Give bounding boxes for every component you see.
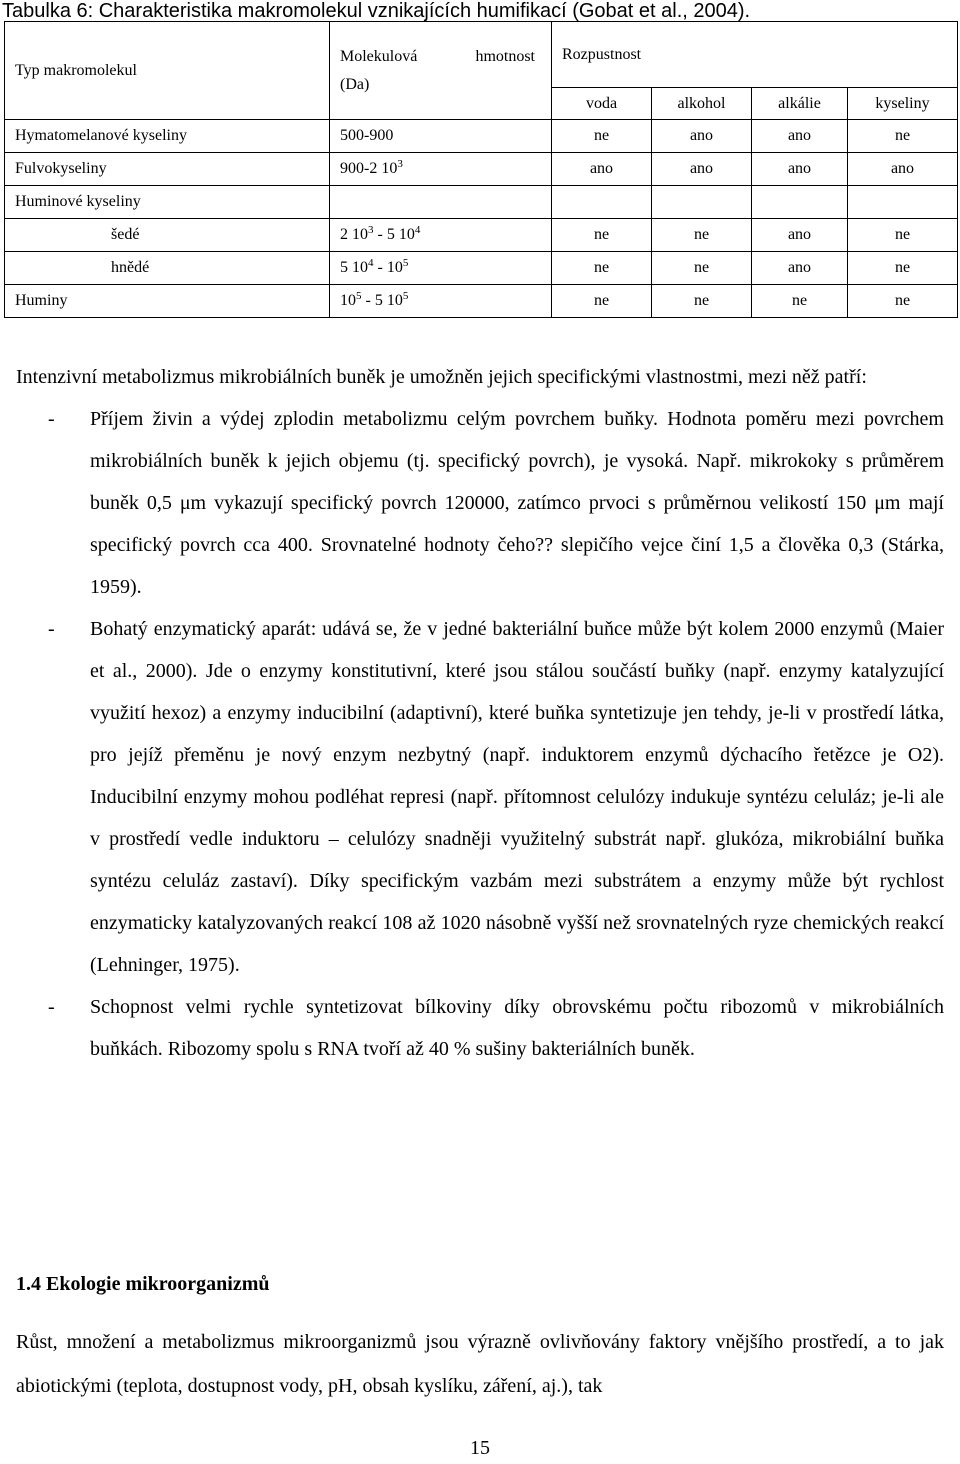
mw-exponent: 3 xyxy=(397,158,403,170)
header-alkohol: alkohol xyxy=(652,88,752,120)
list-item-text: Schopnost velmi rychle syntetizovat bílkoviny díky obrovskému počtu ribozomů v mikrobiálních buňkách. Ribozomy spolu s RNA tvoří až 40 % sušiny bakteriálních buněk. xyxy=(90,996,944,1060)
mw-part: - 5 10 xyxy=(373,226,415,243)
row-name: hnědé xyxy=(5,252,330,285)
cell-alkalie: ano xyxy=(752,153,848,186)
table-row xyxy=(5,252,958,285)
mw-part: - 10 xyxy=(373,259,403,276)
cell-kyseliny: ne xyxy=(848,252,958,285)
header-voda: voda xyxy=(552,88,652,120)
cell-kyseliny: ano xyxy=(848,153,958,186)
table-row xyxy=(5,186,958,219)
table-row xyxy=(5,120,958,153)
header-molecular-weight xyxy=(330,22,552,120)
cell-alkohol: ano xyxy=(652,120,752,153)
table-header-row xyxy=(5,22,958,88)
header-mw-unit: (Da) xyxy=(340,75,370,93)
mw-exponent: 5 xyxy=(402,257,409,269)
table-row xyxy=(5,219,958,252)
mw-exponent: 4 xyxy=(414,224,421,236)
mw-exponent: 4 xyxy=(368,257,374,269)
mw-exponent: 5 xyxy=(356,290,362,302)
list-dash: - xyxy=(48,996,55,1018)
table-caption: Tabulka 6: Charakteristika makromolekul vznikajících humifikací (Gobat et al., 2004). xyxy=(2,0,751,22)
cell-alkalie: ano xyxy=(752,252,848,285)
cell-kyseliny xyxy=(848,186,958,219)
header-type xyxy=(5,22,330,120)
mw-exponent: 5 xyxy=(402,290,409,302)
mw-base: 900-2 10 xyxy=(340,160,398,177)
cell-alkohol: ne xyxy=(652,285,752,318)
header-kyseliny: kyseliny xyxy=(848,88,958,120)
section-paragraph: Růst, množení a metabolizmus mikroorganizmů jsou výrazně ovlivňovány faktory vnějšího prostředí, a to jak abiotickými (teplota, dostupnost vody, pH, obsah kyslíku, záření, aj.), tak xyxy=(16,1331,944,1397)
cell-alkohol: ano xyxy=(652,153,752,186)
mw-part: 10 xyxy=(340,292,356,309)
row-name: Huminy xyxy=(5,285,330,318)
row-mw xyxy=(330,153,552,186)
cell-alkalie: ano xyxy=(752,219,848,252)
cell-alkalie: ano xyxy=(752,120,848,153)
header-mw-word2: hmotnost xyxy=(475,47,535,65)
header-alkalie: alkálie xyxy=(752,88,848,120)
cell-voda xyxy=(552,186,652,219)
mw-part: - 5 10 xyxy=(361,292,403,309)
row-mw xyxy=(330,186,552,219)
cell-voda: ne xyxy=(552,252,652,285)
page-number: 15 xyxy=(470,1437,490,1459)
list-item xyxy=(16,608,944,986)
row-name: Huminové kyseliny xyxy=(5,186,330,219)
row-mw xyxy=(330,219,552,252)
header-mw-word1: Molekulová xyxy=(340,47,418,65)
list-item-text: Příjem živin a výdej zplodin metabolizmu celým povrchem buňky. Hodnota poměru mezi povrchem mikrobiálních buněk k jejich objemu (tj. specifický povrch), je vysoká. Např. mikrokoky s průměrem buněk 0,5 μm vykazují specifický povrch 120000, zatímco prvoci s průměrnou velikostí 150 μm mají specifický povrch cca 400. Srovnatelné hodnoty čeho?? slepičího vejce činí 1,5 a člověka 0,3 (Stárka, 1959). xyxy=(90,408,944,598)
cell-kyseliny: ne xyxy=(848,285,958,318)
row-mw xyxy=(330,252,552,285)
row-name: šedé xyxy=(5,219,330,252)
cell-alkalie: ne xyxy=(752,285,848,318)
cell-voda: ne xyxy=(552,120,652,153)
row-name: Fulvokyseliny xyxy=(5,153,330,186)
row-mw xyxy=(330,285,552,318)
cell-voda: ne xyxy=(552,219,652,252)
list-dash: - xyxy=(48,408,55,430)
header-solubility-label: Rozpustnost xyxy=(562,45,642,63)
table-row xyxy=(5,285,958,318)
cell-voda: ano xyxy=(552,153,652,186)
cell-alkalie xyxy=(752,186,848,219)
mw-part: 5 10 xyxy=(340,259,368,276)
row-mw: 500-900 xyxy=(330,120,552,153)
header-solubility xyxy=(552,22,958,88)
mw-exponent: 3 xyxy=(368,224,374,236)
cell-kyseliny: ne xyxy=(848,120,958,153)
mw-part: 2 10 xyxy=(340,226,368,243)
humification-table xyxy=(4,21,958,318)
list-item xyxy=(16,398,944,608)
intro-paragraph: Intenzivní metabolizmus mikrobiálních buněk je umožněn jejich specifickými vlastnostmi, mezi něž patří: xyxy=(16,366,867,388)
cell-alkohol xyxy=(652,186,752,219)
table-row xyxy=(5,153,958,186)
header-type-label: Typ makromolekul xyxy=(15,61,137,79)
cell-voda: ne xyxy=(552,285,652,318)
cell-kyseliny: ne xyxy=(848,219,958,252)
body-text xyxy=(16,356,944,1070)
section-heading: 1.4 Ekologie mikroorganizmů xyxy=(16,1273,270,1295)
row-name: Hymatomelanové kyseliny xyxy=(5,120,330,153)
cell-alkohol: ne xyxy=(652,252,752,285)
list-dash: - xyxy=(48,618,55,640)
list-item-text: Bohatý enzymatický aparát: udává se, že v jedné bakteriální buňce může být kolem 2000 enzymů (Maier et al., 2000). Jde o enzymy konstitutivní, které jsou stálou součástí buňky (např. enzymy katalyzující využití hexoz) a enzymy inducibilní (adaptivní), které buňka syntetizuje jen tehdy, je-li v prostředí látka, pro jejíž přeměnu je nový enzym nezbytný (např. induktorem enzymů dýchacího řetězce je O2). Inducibilní enzymy mohou podléhat represi (např. přítomnost celulózy indukuje syntézu celuláz; je-li ale v prostředí vedle induktoru – celulózy snadněji využitelný substrát např. glukóza, mikrobiální buňka syntézu celuláz zastaví). Díky specifickým vazbám mezi substrátem a enzymy může být rychlost enzymaticky katalyzovaných reakcí 108 až 1020 násobně vyšší než srovnatelných ryze chemických reakcí (Lehninger, 1975). xyxy=(90,618,944,976)
list-item xyxy=(16,986,944,1070)
cell-alkohol: ne xyxy=(652,219,752,252)
